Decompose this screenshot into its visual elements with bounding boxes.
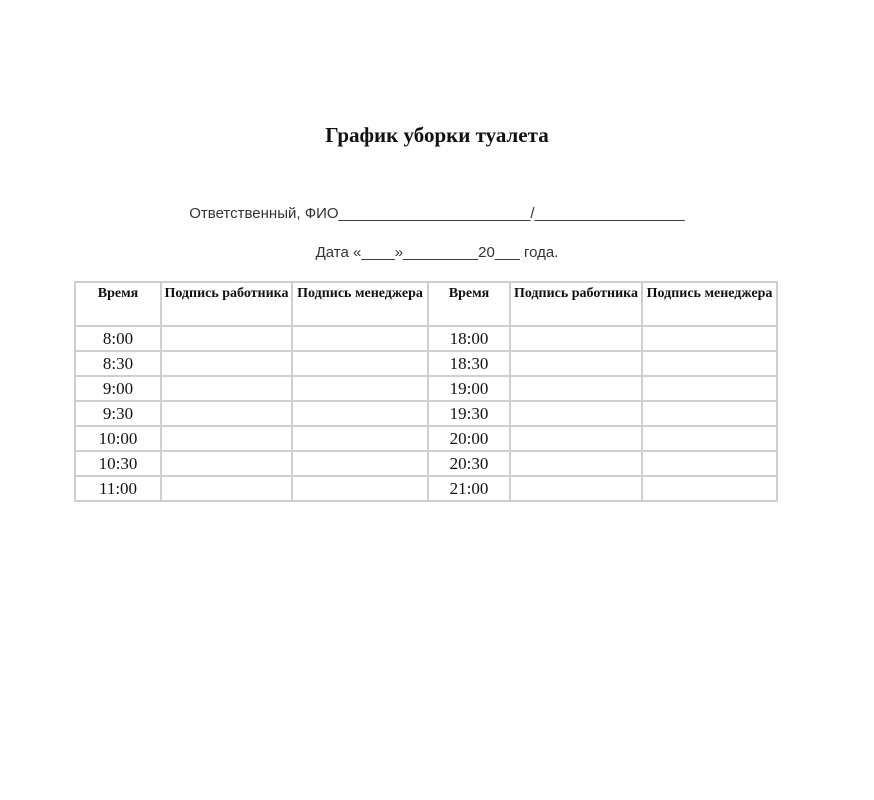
cleaning-schedule-table xyxy=(74,281,778,502)
manager-signature-cell xyxy=(642,401,777,426)
time-cell: 11:00 xyxy=(75,476,161,501)
worker-signature-cell xyxy=(161,476,292,501)
table-header-row xyxy=(75,282,777,326)
manager-signature-cell xyxy=(642,451,777,476)
worker-signature-cell xyxy=(510,401,642,426)
table-row xyxy=(75,476,777,501)
time-cell: 20:00 xyxy=(428,426,510,451)
table-row xyxy=(75,401,777,426)
manager-signature-cell xyxy=(292,426,428,451)
time-cell: 8:30 xyxy=(75,351,161,376)
manager-signature-cell xyxy=(642,476,777,501)
manager-signature-cell xyxy=(292,376,428,401)
header-worker-signature: Подпись работника xyxy=(510,282,642,326)
time-cell: 10:30 xyxy=(75,451,161,476)
worker-signature-cell xyxy=(510,451,642,476)
time-cell: 19:30 xyxy=(428,401,510,426)
table-row xyxy=(75,351,777,376)
manager-signature-cell xyxy=(642,326,777,351)
date-line: Дата «____»_________20___ года. xyxy=(315,244,559,261)
worker-signature-cell xyxy=(510,476,642,501)
table-row xyxy=(75,451,777,476)
worker-signature-cell xyxy=(510,351,642,376)
header-manager-signature: Подпись менеджера xyxy=(642,282,777,326)
table-row xyxy=(75,376,777,401)
time-cell: 9:30 xyxy=(75,401,161,426)
responsible-person-line: Ответственный, ФИО_______________________/__________________ xyxy=(189,205,685,222)
time-cell: 20:30 xyxy=(428,451,510,476)
header-time: Время xyxy=(428,282,510,326)
manager-signature-cell xyxy=(642,376,777,401)
table-body xyxy=(75,326,777,501)
worker-signature-cell xyxy=(510,376,642,401)
time-cell: 8:00 xyxy=(75,326,161,351)
time-cell: 18:30 xyxy=(428,351,510,376)
manager-signature-cell xyxy=(292,451,428,476)
time-cell: 21:00 xyxy=(428,476,510,501)
time-cell: 19:00 xyxy=(428,376,510,401)
table-row xyxy=(75,426,777,451)
manager-signature-cell xyxy=(292,351,428,376)
worker-signature-cell xyxy=(510,426,642,451)
worker-signature-cell xyxy=(161,401,292,426)
header-manager-signature: Подпись менеджера xyxy=(292,282,428,326)
time-cell: 9:00 xyxy=(75,376,161,401)
header-worker-signature: Подпись работника xyxy=(161,282,292,326)
manager-signature-cell xyxy=(642,426,777,451)
manager-signature-cell xyxy=(292,401,428,426)
worker-signature-cell xyxy=(161,351,292,376)
manager-signature-cell xyxy=(292,326,428,351)
header-time: Время xyxy=(75,282,161,326)
document-title: График уборки туалета xyxy=(325,123,549,147)
manager-signature-cell xyxy=(292,476,428,501)
worker-signature-cell xyxy=(161,376,292,401)
worker-signature-cell xyxy=(161,326,292,351)
worker-signature-cell xyxy=(161,426,292,451)
worker-signature-cell xyxy=(161,451,292,476)
time-cell: 10:00 xyxy=(75,426,161,451)
worker-signature-cell xyxy=(510,326,642,351)
table-row xyxy=(75,326,777,351)
manager-signature-cell xyxy=(642,351,777,376)
time-cell: 18:00 xyxy=(428,326,510,351)
